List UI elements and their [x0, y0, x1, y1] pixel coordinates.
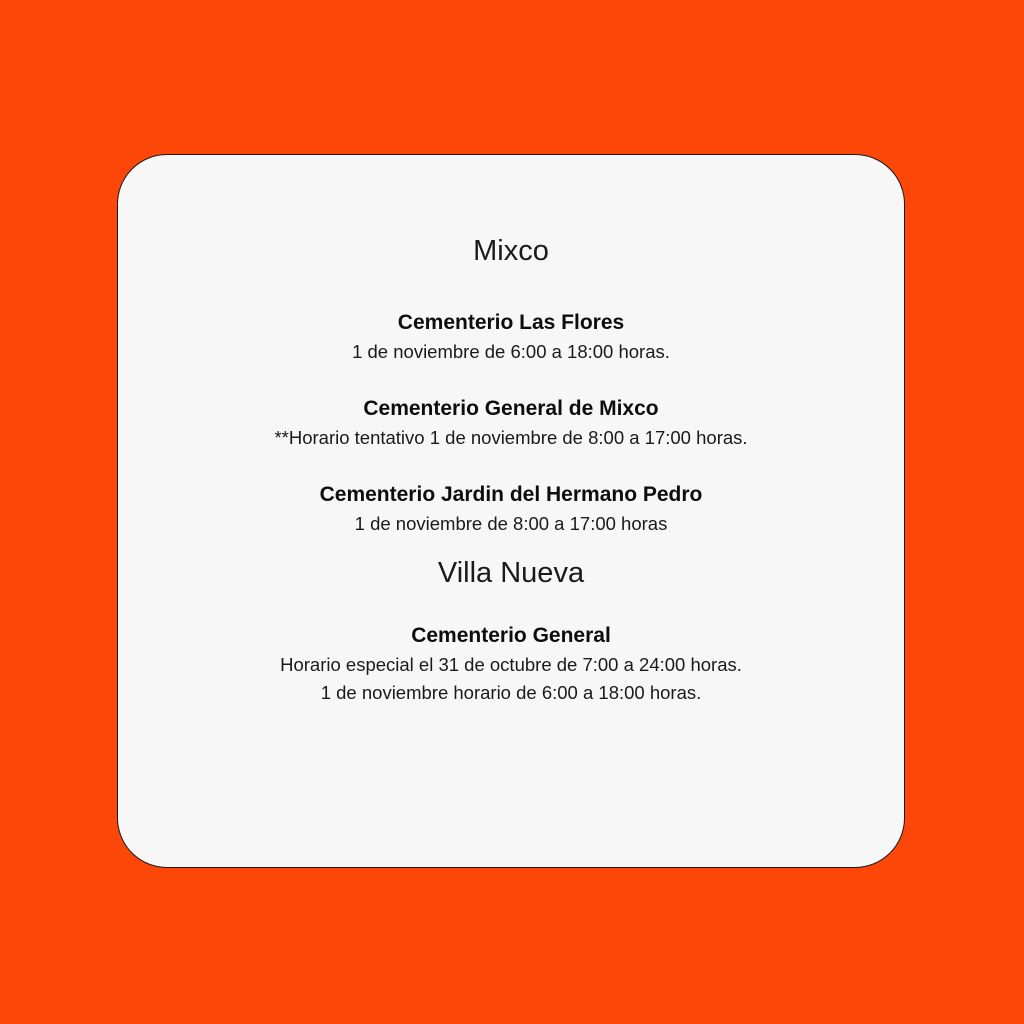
cemetery-schedule: 1 de noviembre de 6:00 a 18:00 horas.: [352, 341, 670, 362]
section-title-villa-nueva: Villa Nueva: [437, 557, 585, 589]
cemetery-schedule: 1 de noviembre de 8:00 a 17:00 horas: [354, 513, 668, 534]
cemetery-name: Cementerio General: [411, 624, 611, 647]
cemetery-name: Cementerio Las Flores: [397, 311, 625, 334]
cemetery-name: Cementerio General de Mixco: [363, 397, 659, 420]
cemetery-schedule: **Horario tentativo 1 de noviembre de 8:00 a 17:00 horas.: [274, 427, 748, 448]
info-card: [117, 154, 905, 868]
section-title-mixco: Mixco: [473, 235, 549, 267]
cemetery-schedule: 1 de noviembre horario de 6:00 a 18:00 horas.: [320, 682, 702, 703]
cemetery-schedule: Horario especial el 31 de octubre de 7:00 a 24:00 horas.: [280, 654, 742, 675]
cemetery-name: Cementerio Jardin del Hermano Pedro: [319, 483, 703, 506]
